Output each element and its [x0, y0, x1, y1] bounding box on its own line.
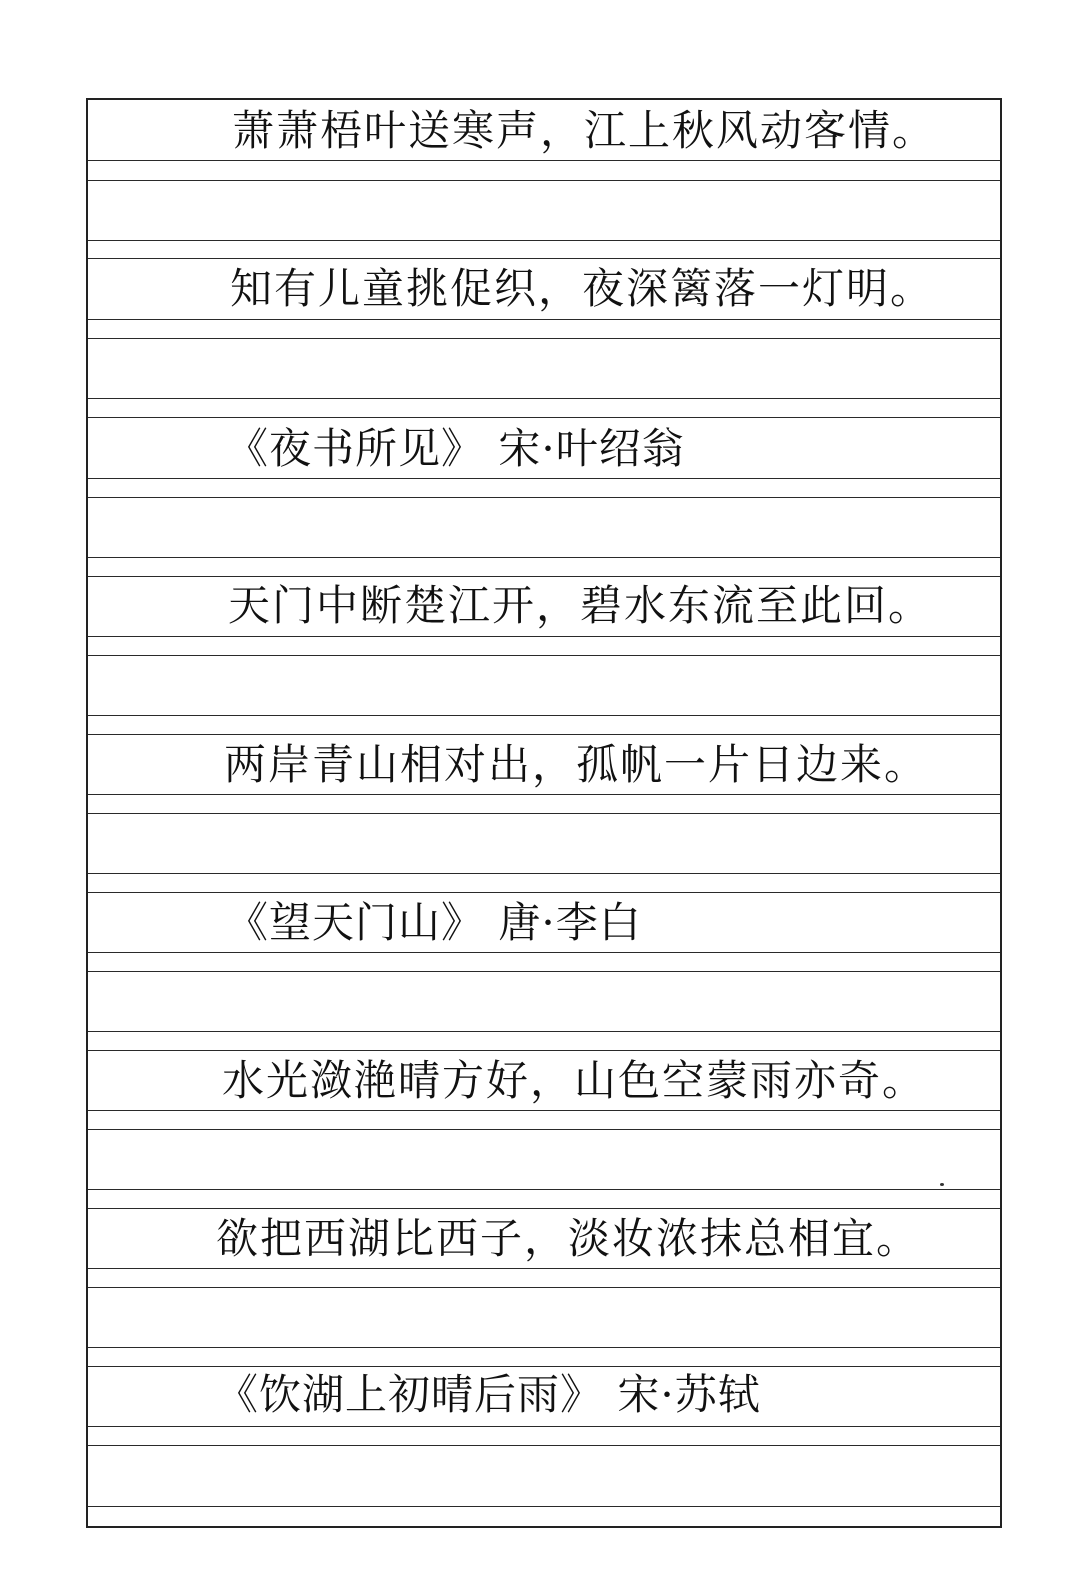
rule-line — [88, 160, 1000, 161]
rule-line — [88, 398, 1000, 399]
rule-line — [88, 1050, 1000, 1051]
rule-line — [88, 576, 1000, 577]
rule-line — [88, 417, 1000, 418]
rule-line — [88, 478, 1000, 479]
rule-line — [88, 1445, 1000, 1446]
rule-line — [88, 1129, 1000, 1130]
rule-line — [88, 892, 1000, 893]
rule-line — [88, 1189, 1000, 1190]
rule-line — [88, 1366, 1000, 1367]
rule-line — [88, 813, 1000, 814]
ink-speck — [940, 1183, 944, 1186]
rule-line — [88, 1110, 1000, 1111]
poem-line: 萧萧梧叶送寒声，江上秋风动客情。 — [232, 106, 937, 155]
rule-line — [88, 338, 1000, 339]
rule-line — [88, 873, 1000, 874]
rule-line — [88, 1287, 1000, 1288]
rule-line — [88, 734, 1000, 735]
rule-line — [88, 319, 1000, 320]
rule-line — [88, 1347, 1000, 1348]
poem-line: 两岸青山相对出，孤帆一片日边来。 — [224, 740, 929, 789]
rule-line — [88, 971, 1000, 972]
rule-line — [88, 1208, 1000, 1209]
rule-line — [88, 715, 1000, 716]
rule-line — [88, 258, 1000, 259]
poem-line: 欲把西湖比西子，淡妆浓抹总相宜。 — [216, 1214, 921, 1263]
poem-line: 天门中断楚江开，碧水东流至此回。 — [228, 581, 933, 630]
poem-credit: 《望天门山》 唐·李白 — [226, 898, 642, 947]
rule-line — [88, 557, 1000, 558]
poem-line: 水光潋滟晴方好，山色空蒙雨亦奇。 — [222, 1056, 927, 1105]
poem-credit: 《饮湖上初晴后雨》 宋·苏轼 — [216, 1370, 761, 1419]
rule-line — [88, 655, 1000, 656]
poem-line: 知有儿童挑促织，夜深篱落一灯明。 — [230, 264, 935, 313]
poem-credit: 《夜书所见》 宋·叶绍翁 — [226, 424, 685, 473]
rule-line — [88, 1506, 1000, 1507]
rule-line — [88, 497, 1000, 498]
rule-line — [88, 636, 1000, 637]
rule-line — [88, 1426, 1000, 1427]
rule-line — [88, 180, 1000, 181]
rule-line — [88, 794, 1000, 795]
rule-line — [88, 1268, 1000, 1269]
rule-line — [88, 240, 1000, 241]
rule-line — [88, 1031, 1000, 1032]
rule-line — [88, 952, 1000, 953]
